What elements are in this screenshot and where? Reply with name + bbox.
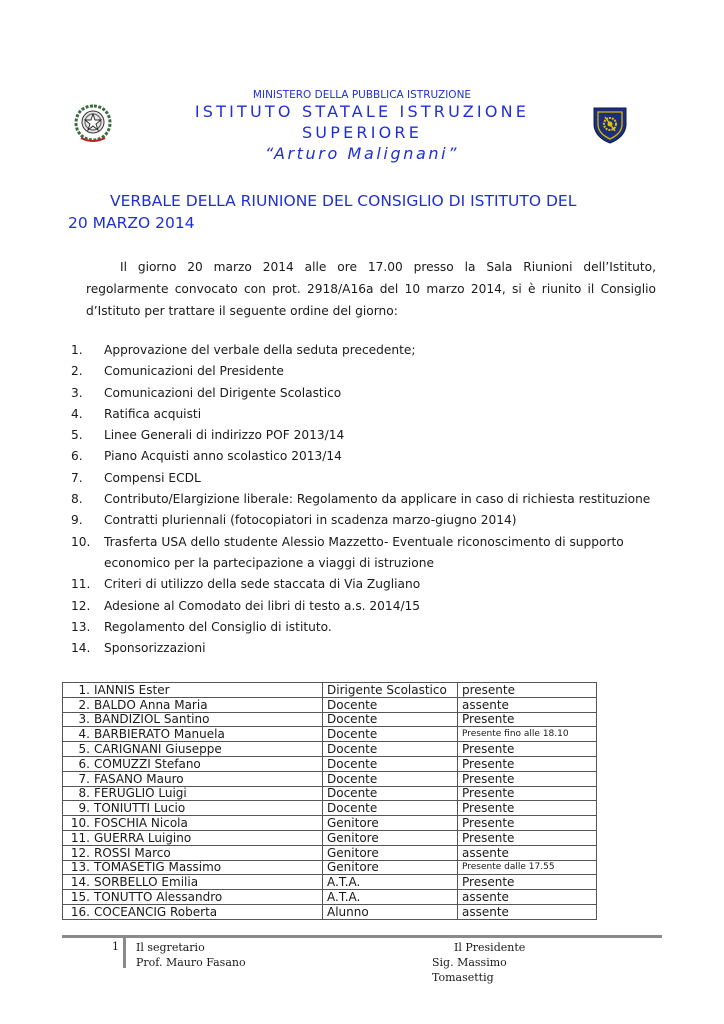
member-role: A.T.A. xyxy=(323,890,458,905)
agenda-item-number xyxy=(60,361,104,382)
agenda-item-text: economico per la partecipazione a viaggi di istruzione xyxy=(104,555,434,570)
agenda-item-text: Piano Acquisti anno scolastico 2013/14 xyxy=(104,449,342,464)
member-index: 8. xyxy=(78,786,90,801)
member-status: Presente xyxy=(458,771,597,786)
agenda-item-text: Contributo/Elargizione liberale: Regolamento da applicare in caso di richiesta restituzione xyxy=(104,492,651,507)
table-row xyxy=(63,756,597,771)
member-name: FOSCHIA Nicola xyxy=(94,815,188,830)
agenda-item-number-text: 10. xyxy=(71,534,91,549)
agenda-item-text: Trasferta USA dello studente Alessio Mazzetto- Eventuale riconoscimento di supporto xyxy=(104,534,624,549)
table-row xyxy=(63,890,597,905)
member-cell xyxy=(63,875,323,890)
member-name: GUERRA Luigino xyxy=(94,830,192,845)
member-status: Presente xyxy=(458,875,597,890)
member-index: 6. xyxy=(78,756,90,771)
agenda-item-number xyxy=(60,574,104,595)
member-status: Presente xyxy=(458,742,597,757)
agenda-item xyxy=(60,425,680,446)
member-index: 14. xyxy=(70,875,90,890)
member-status: Presente xyxy=(458,786,597,801)
member-role: Docente xyxy=(323,712,458,727)
agenda-item xyxy=(60,404,680,425)
member-name: BARBIERATO Manuela xyxy=(94,727,225,742)
agenda-item-number xyxy=(60,596,104,617)
institute-name-line3: “Arturo Malignani” xyxy=(264,144,460,163)
member-status: Presente dalle 17.55 xyxy=(458,860,597,875)
agenda-item-text: Comunicazioni del Presidente xyxy=(104,364,284,379)
document-title-line2: 20 MARZO 2014 xyxy=(68,214,195,232)
member-role: Docente xyxy=(323,756,458,771)
agenda-item-number xyxy=(60,404,104,425)
agenda-item xyxy=(60,596,680,617)
agenda-item xyxy=(60,574,680,595)
agenda-item xyxy=(60,361,680,382)
agenda-item-number xyxy=(60,638,104,659)
member-index: 2. xyxy=(78,697,90,712)
member-name: FERUGLIO Luigi xyxy=(94,786,187,801)
member-role: Docente xyxy=(323,786,458,801)
member-cell xyxy=(63,904,323,919)
member-role: Genitore xyxy=(323,860,458,875)
secretary-label: Il segretario xyxy=(136,941,205,954)
table-row xyxy=(63,683,597,698)
agenda-item xyxy=(60,510,680,531)
footer-divider xyxy=(62,935,662,938)
agenda-item-number xyxy=(60,425,104,446)
table-row xyxy=(63,742,597,757)
agenda-item-number-text: 11. xyxy=(71,577,91,592)
member-role: Docente xyxy=(323,801,458,816)
member-cell xyxy=(63,771,323,786)
agenda-item-text: Ratifica acquisti xyxy=(104,406,202,421)
president-label: Il Presidente xyxy=(454,941,526,954)
member-cell xyxy=(63,830,323,845)
page-number: 1 xyxy=(112,940,119,953)
member-name: ROSSI Marco xyxy=(94,845,171,860)
agenda-item-number xyxy=(60,617,104,638)
agenda-item-number-text: 1. xyxy=(71,343,83,357)
member-name: FASANO Mauro xyxy=(94,771,184,786)
agenda-item xyxy=(60,383,680,404)
member-name: BANDIZIOL Santino xyxy=(94,712,210,727)
member-role: Genitore xyxy=(323,816,458,831)
agenda-item xyxy=(60,340,680,361)
member-name: COMUZZI Stefano xyxy=(94,756,201,771)
agenda-item-number-text: 14. xyxy=(71,641,91,656)
table-row xyxy=(63,727,597,742)
member-cell xyxy=(63,860,323,875)
secretary-signature xyxy=(136,940,246,970)
member-index: 9. xyxy=(78,801,90,816)
member-cell xyxy=(63,712,323,727)
member-name: TONUTTO Alessandro xyxy=(94,889,223,904)
institute-name-line2: SUPERIORE xyxy=(301,123,423,142)
member-role: Alunno xyxy=(323,904,458,919)
agenda-item-number xyxy=(60,446,104,467)
institute-name xyxy=(0,101,724,164)
president-signature xyxy=(432,940,552,985)
table-row xyxy=(63,860,597,875)
agenda-item xyxy=(60,489,680,510)
agenda-item xyxy=(60,617,680,638)
member-index: 4. xyxy=(78,727,90,742)
member-name: SORBELLO Emilia xyxy=(94,875,199,890)
member-role: Dirigente Scolastico xyxy=(323,683,458,698)
member-index: 5. xyxy=(78,741,90,756)
table-row xyxy=(63,771,597,786)
table-row xyxy=(63,712,597,727)
agenda-item-text: Sponsorizzazioni xyxy=(104,641,206,656)
member-cell xyxy=(63,816,323,831)
agenda-item-number-text: 2. xyxy=(71,364,83,379)
member-index: 13. xyxy=(70,860,90,875)
table-row xyxy=(63,904,597,919)
member-index: 16. xyxy=(70,904,90,919)
table-row xyxy=(63,786,597,801)
member-index: 7. xyxy=(78,771,90,786)
agenda-item-number-text: 12. xyxy=(71,598,91,613)
agenda-item-text: Criteri di utilizzo della sede staccata di Via Zugliano xyxy=(104,577,421,592)
agenda-item xyxy=(60,532,680,553)
member-role: Docente xyxy=(323,742,458,757)
agenda-item xyxy=(60,638,680,659)
agenda-item-number-text: 4. xyxy=(71,406,83,421)
footer-vertical-divider xyxy=(123,938,126,968)
agenda-item-text: Compensi ECDL xyxy=(104,470,201,485)
agenda-item xyxy=(60,553,680,574)
member-role: Docente xyxy=(323,771,458,786)
member-name: TONIUTTI Lucio xyxy=(94,801,186,816)
agenda-item-number-text: 6. xyxy=(71,449,83,464)
member-index: 1. xyxy=(78,682,90,697)
ministry-heading: MINISTERO DELLA PUBBLICA ISTRUZIONE xyxy=(252,89,472,101)
agenda-item-number xyxy=(60,340,104,361)
agenda-item-number-text: 8. xyxy=(71,492,83,507)
agenda-item-text: Adesione al Comodato dei libri di testo a.s. 2014/15 xyxy=(104,598,421,613)
member-cell xyxy=(63,801,323,816)
agenda-item-number-text: 9. xyxy=(71,513,83,528)
document-title-line1: VERBALE DELLA RIUNIONE DEL CONSIGLIO DI ISTITUTO DEL xyxy=(110,192,577,210)
intro-paragraph xyxy=(86,256,656,322)
agenda-item-number xyxy=(60,468,104,489)
member-index: 3. xyxy=(78,712,90,727)
member-cell xyxy=(63,683,323,698)
agenda-item-text: Approvazione del verbale della seduta precedente; xyxy=(104,343,416,357)
member-name: COCEANCIG Roberta xyxy=(94,904,218,919)
table-row xyxy=(63,697,597,712)
member-index: 12. xyxy=(70,845,90,860)
member-cell xyxy=(63,756,323,771)
member-cell xyxy=(63,727,323,742)
member-status: Presente xyxy=(458,816,597,831)
member-status: Presente xyxy=(458,830,597,845)
member-status: Presente fino alle 18.10 xyxy=(458,727,597,742)
agenda-item-number-text: 7. xyxy=(71,470,83,485)
member-cell xyxy=(63,786,323,801)
agenda-item-number-text: 13. xyxy=(71,619,91,634)
member-name: BALDO Anna Maria xyxy=(94,697,208,712)
institute-name-line1: ISTITUTO STATALE ISTRUZIONE xyxy=(194,102,530,121)
member-status: assente xyxy=(458,890,597,905)
member-cell xyxy=(63,742,323,757)
table-row xyxy=(63,845,597,860)
member-status: assente xyxy=(458,904,597,919)
member-name: CARIGNANI Giuseppe xyxy=(94,741,222,756)
agenda-item-number xyxy=(60,489,104,510)
agenda-item-text: Comunicazioni del Dirigente Scolastico xyxy=(104,385,342,400)
member-name: TOMASETIG Massimo xyxy=(94,860,222,875)
intro-line-2: regolarmente convocato con prot. 2918/A16a del 10 marzo 2014, si è riunito il Consiglio xyxy=(86,282,656,296)
member-status: presente xyxy=(458,683,597,698)
member-index: 11. xyxy=(70,830,90,845)
agenda-item-number xyxy=(60,553,104,574)
member-cell xyxy=(63,697,323,712)
member-role: Docente xyxy=(323,727,458,742)
agenda-item-number xyxy=(60,383,104,404)
document-title xyxy=(68,190,668,234)
attendance-table xyxy=(62,682,597,920)
agenda-item-number-text: 5. xyxy=(71,428,83,443)
president-name: Sig. Massimo Tomasettig xyxy=(432,956,507,984)
agenda-item-text: Regolamento del Consiglio di istituto. xyxy=(104,619,332,634)
agenda-item-number xyxy=(60,510,104,531)
agenda-item-text: Contratti pluriennali (fotocopiatori in scadenza marzo-giugno 2014) xyxy=(104,513,517,528)
table-row xyxy=(63,875,597,890)
member-status: Presente xyxy=(458,712,597,727)
member-cell xyxy=(63,845,323,860)
agenda-list xyxy=(60,340,680,659)
agenda-item-text: Linee Generali di indirizzo POF 2013/14 xyxy=(104,428,345,443)
member-role: Genitore xyxy=(323,830,458,845)
member-index: 10. xyxy=(70,815,90,830)
intro-line-1: Il giorno 20 marzo 2014 alle ore 17.00 presso la Sala Riunioni dell’Istituto, xyxy=(120,260,656,274)
table-row xyxy=(63,816,597,831)
member-cell xyxy=(63,890,323,905)
member-status: assente xyxy=(458,845,597,860)
member-status: Presente xyxy=(458,801,597,816)
member-role: Genitore xyxy=(323,845,458,860)
member-role: Docente xyxy=(323,697,458,712)
member-status: assente xyxy=(458,697,597,712)
agenda-item-number-text: 3. xyxy=(71,385,83,400)
secretary-name: Prof. Mauro Fasano xyxy=(136,956,246,969)
member-status: Presente xyxy=(458,756,597,771)
agenda-item-number xyxy=(60,532,104,553)
member-role: A.T.A. xyxy=(323,875,458,890)
agenda-item xyxy=(60,446,680,467)
intro-line-3: d’Istituto per trattare il seguente ordine del giorno: xyxy=(86,304,398,318)
member-index: 15. xyxy=(70,889,90,904)
table-row xyxy=(63,801,597,816)
table-row xyxy=(63,830,597,845)
agenda-item xyxy=(60,468,680,489)
member-name: IANNIS Ester xyxy=(94,682,170,697)
